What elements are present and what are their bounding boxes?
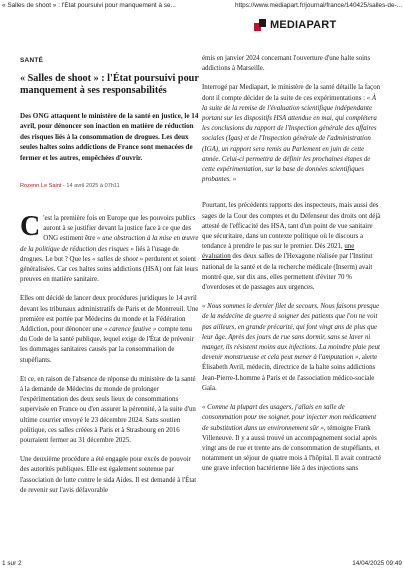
- paragraph-8: « Nous sommes le dernier filet de secours. Nous faisons presque de la médecine de guerre à soigner des patients que l'on ne voit pas ailleurs, en grande précarité, qui font vingt ans de plus que leur âge. Après des jours de rue sans dormir, sans se laver ni manger, ils résistent moins aux infections. La moindre plaie peut devenir monstrueuse et cela peut mener à l'amputation », alerte Élisabeth Avril, médecin, directrice de la halte soins addictions Jean-Pierre-Lhomme à Paris et de l'association médico-sociale Gaïa.: [202, 303, 380, 392]
- paragraph-5: émis en janvier 2024 concernant l'ouverture d'une halte soins addictions à Marseille.: [202, 55, 371, 73]
- page-number: 1 sur 2: [2, 560, 22, 567]
- evaluation-link[interactable]: une évaluation: [202, 243, 355, 261]
- article-author[interactable]: Rozenn Le Saint: [20, 183, 62, 189]
- print-header: [2, 2, 402, 11]
- article-lede: Des ONG attaquent le ministère de la santé en justice, le 14 avril, pour dénoncer son inaction en matière de réduction des risques liés à la consommation de drogues. Les deux seules haltes soins addictions de France sont menacées de fermer et les autres, empêchées d'ouvrir.: [20, 112, 199, 162]
- mediapart-logo-text: MEDIAPART: [270, 19, 337, 31]
- print-header-url[interactable]: https://www.mediapart.fr/journal/france/140425/salles-de-...: [235, 2, 402, 9]
- mediapart-logo[interactable]: [254, 18, 336, 32]
- print-header-title: « Salles de shoot » : l'État poursuivi pour manquement à se...: [2, 2, 176, 9]
- mediapart-logo-icon: [254, 19, 266, 31]
- paragraph-6: Interrogé par Mediapart, le ministère de la santé détaille la façon dont il compte décider de la suite de ces expérimentations : « À la suite de la remise de l'évaluation scientifique indépendante portant sur les dispositifs HSA attendue en mai, qui complétera les conclusions du rapport de l'Inspection générale des affaires sociales (Igas) et de l'Inspection générale de l'administration (IGA), un rapport sera remis au Parlement en juin de cette année. Celui-ci permettra de définir les prochaines étapes de cette expérimentation, sur la base de données scientifiques probantes. »: [202, 84, 381, 184]
- article-date: - 14 avril 2025 à 07h11: [61, 183, 120, 189]
- print-datetime: 14/04/2025 09:49: [352, 560, 402, 567]
- article-body-left: [20, 211, 200, 496]
- article-title: « Salles de shoot » : l'État poursuivi pour manquement à ses responsabilités: [20, 73, 199, 97]
- print-footer: [2, 560, 402, 569]
- paragraph-2: Elles ont décidé de lancer deux procédures juridiques le 14 avril devant les tribunaux administratifs de Paris et de Montreuil. Une première est portée par Médecins du monde et la Fédération Addiction, pour dénoncer une « carence fautive » compte tenu du Code de la santé publique, lequel exige de l'État de prévenir les dommages sanitaires causés par la consommation de stupéfiants.: [20, 295, 199, 364]
- paragraph-3: Et ce, en raison de l'absence de réponse du ministère de la santé à la demande de Médecins du monde de prolonger l'expérimentation des deux seuls lieux de consommations supervisée en France ou d'en assurer la pérennité, à la suite d'un ultime courrier envoyé le 23 décembre 2024. Sans soutien politique, ces salles créées à Paris et à Strasbourg en 2016 pourraient fermer au 31 décembre 2025.: [20, 375, 196, 445]
- paragraph-9: « Comme la plupart des usagers, j'allais en salle de consommation pour me soigner, pour injecter mon médicament de substitution dans un environnement sûr », témoigne Frank Villeneuve. Il y a aussi trouvé un accompagnement social après vingt ans de rue et trente ans de consommation de stupéfiants, et notamment un séjour de quatre mois à l'hôpital. Il avait contracté une grave infection bactérienne liée à des injections sans: [202, 404, 382, 473]
- article-rubric[interactable]: SANTÉ: [20, 57, 44, 64]
- paragraph-4: Une deuxième procédure a été engagée pour excès de pouvoir des autorités publiques. Elle est également soutenue par l'association de lutte contre le sida Aides. Il est demandé à l'État de revenir sur l'avis défavorable: [20, 456, 197, 494]
- paragraph-7: Pourtant, les précédents rapports des inspecteurs, mais aussi des sages de la Cour des comptes et du Défenseur des droits ont déjà attesté de l'efficacité des HSA, tant d'un point de vue sanitaire que sécuritaire, dans un contexte politique où le discours a tendance à prendre le pas sur le premier. Dès 2021, une évaluation des deux salles de l'Hexagone réalisée par l'Institut national de la santé et de la recherche médicale (Inserm) avait montré que, sur dix ans, elles permettent d'éviter 70 % d'overdoses et de passages aux urgences.: [202, 202, 381, 292]
- paragraph-1: C 'est la première fois en Europe que les pouvoirs publics auront à se justifier devant la justice face à ce que des ONG estiment être « une obstruction à la mise en œuvre de la politique de réduction des risques » liés à l'usage de drogues. Le but ? Que les « salles de shoot » perdurent et soient généralisées. Car ces haltes soins addictions (HSA) ont fait leurs preuves en matière sanitaire.: [20, 211, 199, 284]
- article-body-right: [202, 54, 382, 475]
- article-byline: [20, 183, 200, 189]
- drop-cap: C: [20, 211, 41, 242]
